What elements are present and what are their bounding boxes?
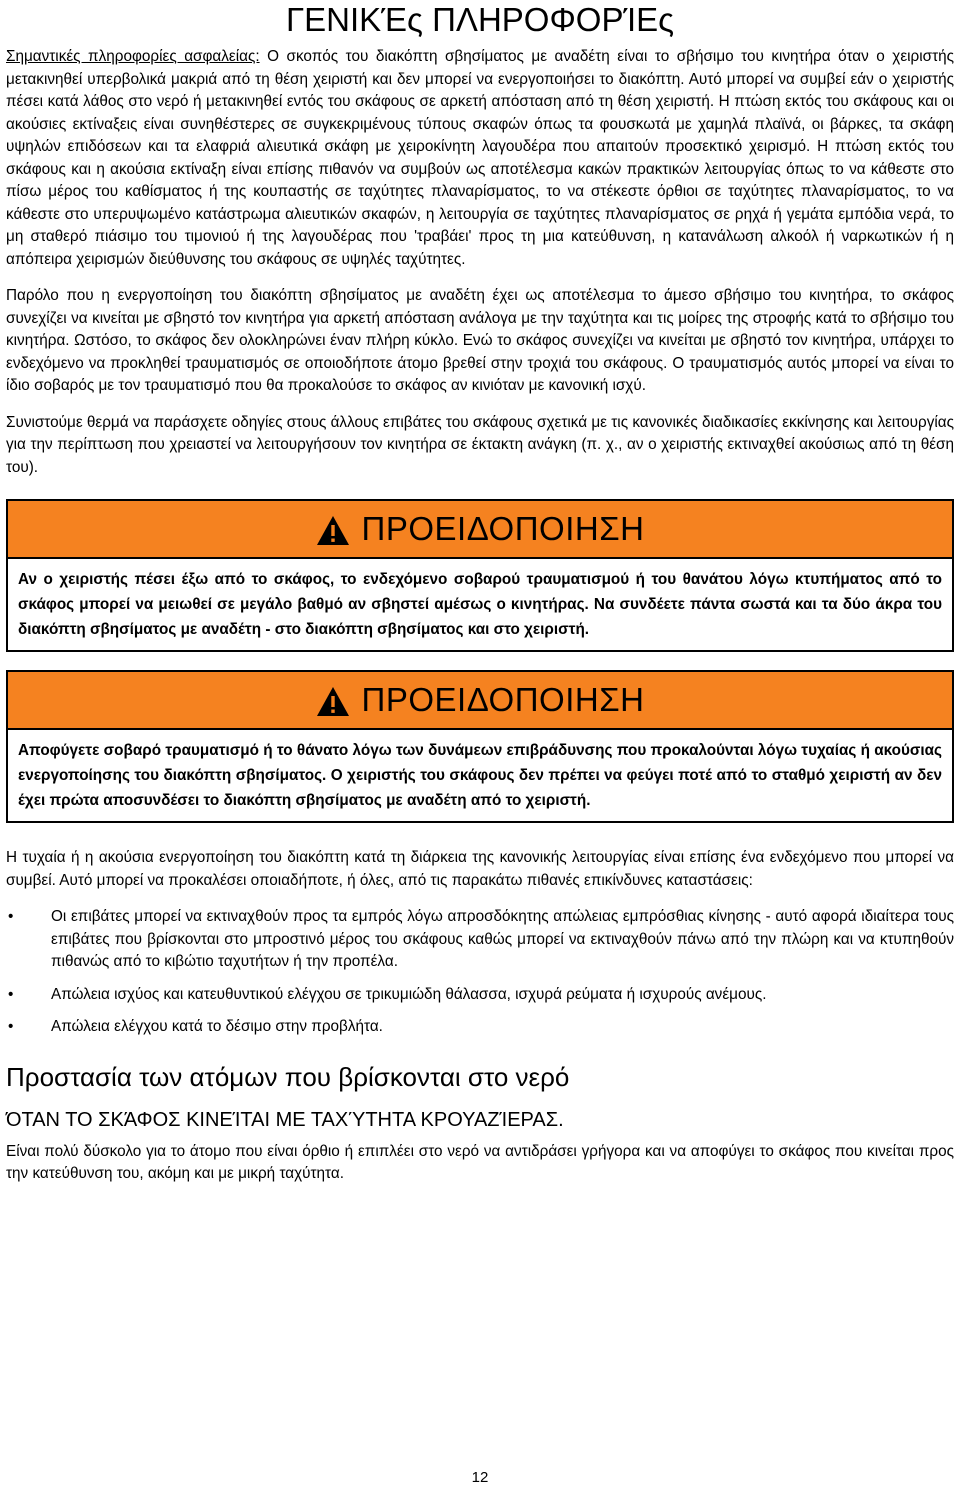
engine-stop-paragraph: Παρόλο που η ενεργοποίηση του διακόπτη σβησίματος με αναδέτη έχει ως αποτέλεσμα το άμεσο σβήσιμο του κινητήρα, το σκάφος συνεχίζει να κινείται με σβηστό τον κινητήρα για αρκετή απόσταση ανάλογα με την ταχύτητα και τις μοίρες της στροφής κατά το σβήσιμο του κινητήρα. Ωστόσο, το σκάφος δεν ολοκληρώνει έναν πλήρη κύκλο. Ενώ το σκάφος συνεχίζει να κινείται με σβηστό τον κινητήρα, υπάρχει το ενδεχόμενο να προκληθεί τραυματισμός σε οποιοδήποτε άτομο βρεθεί στην τροχιά του σκάφους. Ο τραυματισμός αυτός μπορεί να είναι το ίδιο σοβαρός με τον τραυματισμό που θα προκαλούσε το σκάφος αν κινιόταν με κανονική ισχύ. [6, 287, 954, 394]
safety-lead-label: Σημαντικές πληροφορίες ασφαλείας: [6, 48, 260, 65]
section-heading: Προστασία των ατόμων που βρίσκονται στο νερό [6, 1061, 570, 1092]
list-item-text: Απώλεια ελέγχου κατά το δέσιμο στην προβλήτα. [51, 1018, 383, 1035]
warning-triangle-icon [316, 685, 350, 719]
bullet-icon: • [8, 1018, 14, 1035]
list-item-text: Απώλεια ισχύος και κατευθυντικού ελέγχου σε τρικυμιώδη θάλασσα, ισχυρά ρεύματα ή ισχυρούς ανέμους. [51, 985, 767, 1003]
accidental-activation-paragraph: Η τυχαία ή η ακούσια ενεργοποίηση του διακόπτη κατά τη διάρκεια της κανονικής λειτουργίας είναι επίσης ένα ενδεχόμενο που μπορεί να συμβεί. Αυτό μπορεί να προκαλέσει οποιαδήποτε, ή όλες, από τις παρακάτω πιθανές επικίνδυνες καταστάσεις: [6, 849, 954, 889]
warning-header [8, 672, 952, 730]
warning-triangle-icon [316, 514, 350, 548]
warning-box-1 [6, 499, 954, 652]
list-item [6, 1016, 954, 1039]
bullet-icon: • [8, 985, 14, 1003]
warning-box-2 [6, 670, 954, 823]
warning-label: ΠΡΟΕΙΔΟΠΟΙΗΣΗ [361, 510, 645, 547]
section-text: Είναι πολύ δύσκολο για το άτομο που είναι όρθιο ή επιπλέει στο νερό να αντιδράσει γρήγορα και να αποφύγει το σκάφος που κινείται προς την κατεύθυνση του, ακόμη και με μικρή ταχύτητα. [6, 1142, 954, 1182]
warning-text: Αποφύγετε σοβαρό τραυματισμό ή το θάνατο λόγω των δυνάμεων επιβράδυνσης που προκαλούνται λόγω τυχαίας ή ακούσιας ενεργοποίησης του διακόπτη σβησίματος. Ο χειριστής του σκάφους δεν πρέπει να φεύγει ποτέ από το σταθμό χειριστή αν δεν έχει πρώτα αποσυνδέσει το διακόπτη σβησίματος με αναδέτη από το χειριστή. [18, 742, 942, 809]
passenger-instruction-paragraph: Συνιστούμε θερμά να παράσχετε οδηγίες στους άλλους επιβάτες του σκάφους σχετικά με τις κανονικές διαδικασίες εκκίνησης και λειτουργίας για την περίπτωση που χρειαστεί να λειτουργήσουν τον κινητήρα σε έκτακτη ανάγκη (π. χ., αν ο χειριστής εκτιναχθεί ακούσιως από τη θέση του). [6, 413, 954, 476]
section-subheading: ΌΤΑΝ ΤΟ ΣΚΆΦΟΣ ΚΙΝΕΊΤΑΙ ΜΕ ΤΑΧΎΤΗΤΑ ΚΡΟΥΑΖΊΕΡΑΣ. [6, 1108, 564, 1131]
bullet-icon: • [8, 908, 14, 925]
page-title: ΓΕΝΙΚΈς ΠΛΗΡΟΦΟΡΊΕς [285, 1, 675, 38]
list-item [6, 906, 954, 974]
warning-header [8, 501, 952, 559]
hazard-list [6, 906, 954, 1039]
warning-text: Αν ο χειριστής πέσει έξω από το σκάφος, το ενδεχόμενο σοβαρού τραυματισμού ή του θανάτου λόγω κτυπήματος από το σκάφος μπορεί να μειωθεί σε μεγάλο βαθμό αν σβηστεί αμέσως ο κινητήρας. Να συνδέετε πάντα σωστά και τα δύο άκρα του διακόπτη σβησίματος με αναδέτη - στο διακόπτη σβησίματος και στο χειριστή. [18, 571, 942, 638]
safety-paragraph [6, 46, 954, 271]
list-item [6, 984, 954, 1007]
manual-page [6, 0, 954, 1186]
page-number: 12 [471, 1469, 489, 1486]
safety-paragraph-text: Ο σκοπός του διακόπτη σβησίματος με αναδέτη είναι το σβήσιμο του κινητήρα όταν ο χειριστής μετακινηθεί υπερβολικά μακριά από τη θέση χειριστή και δεν μπορεί να ενεργοποιήσει το διακόπτη. Αυτό μπορεί να συμβεί εάν ο χειριστής πέσει κατά λάθος στο νερό ή μετακινηθεί εντός του σκάφους σε αρκετή απόσταση από τη θέση χειριστή. Η πτώση εκτός του σκάφους και οι ακούσιες εκτίναξεις είναι συνηθέστερες σε συγκεκριμένους τύπους σκαφών όπως τα φουσκωτά με χαμηλά πλαϊνά, οι βάρκες, τα σκάφη υψηλών επιδόσεων και τα ελαφριά αλιευτικά σκάφη με χειροκίνητη λαγουδέρα που απαιτούν προσεκτικό χειρισμό. Η πτώση εκτός του σκάφους και η ακούσια εκτίναξη είναι επίσης πιθανόν να συμβούν ως αποτέλεσμα κακών πρακτικών λειτουργίας όπως το να κάθεστε στο πίσω μέρος του καθίσματος ή της κουπαστής σε ταχύτητες πλαναρίσματος, το να στέκεστε όρθιοι σε ταχύτητες πλαναρίσματος, το να κάθεστε στο υπερυψωμένο κατάστρωμα αλιευτικών σκαφών, η λειτουργία σε ταχύτητες πλαναρίσματος σε ρηχά ή γεμάτα εμπόδια νερά, το μη σταθερό πιάσιμο του τιμονιού ή της λαγουδέρας που 'τραβάει' προς τη μια κατεύθυνση, η κατανάλωση αλκοόλ ή ναρκωτικών ή η απόπειρα χειρισμών διεύθυνσης του σκάφους σε υψηλές ταχύτητες. [6, 48, 955, 268]
list-item-text: Οι επιβάτες μπορεί να εκτιναχθούν προς τα εμπρός λόγω απροσδόκητης απώλειας εμπρόσθιας κίνησης - αυτό αφορά ιδιαίτερα τους επιβάτες που βρίσκονται στο μπροστινό μέρος του σκάφους καθώς μπορεί να εκτιναχθούν πάνω από την πλώρη και να κτυπηθούν πιθανώς από το κιβώτιο ταχυτήτων ή την προπέλα. [51, 908, 954, 970]
warning-label: ΠΡΟΕΙΔΟΠΟΙΗΣΗ [361, 681, 645, 718]
